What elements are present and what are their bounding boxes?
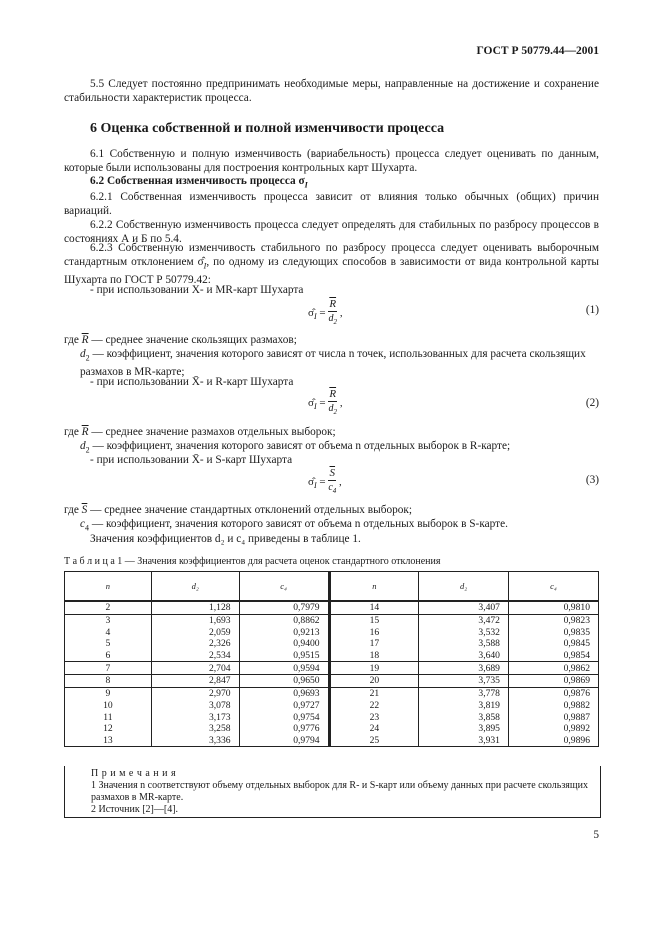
- table-cell: 22: [329, 700, 419, 712]
- table-cell: 25: [329, 735, 419, 747]
- table-cell: 0,9854: [508, 650, 598, 662]
- document-header: ГОСТ Р 50779.44—2001: [476, 45, 599, 57]
- table-cell: 10: [65, 700, 152, 712]
- equation-2-label: (2): [585, 397, 599, 409]
- subsection-6-2-title: 6.2 Собственная изменчивость процесса $\sigma_I$: [90, 175, 308, 190]
- definition-r-sample: где $\overline{R}$ — среднее значение размахов отдельных выборок;: [64, 426, 336, 438]
- table-cell: 24: [329, 723, 419, 735]
- paragraph-6-1: 6.1 Собственную и полную изменчивость (вариабельность) процесса следует оценивать по данным, которые были использованы для построения контрольных карт Шухарта.: [64, 148, 599, 174]
- table-cell: 2,704: [151, 662, 239, 675]
- table-cell: 3,895: [419, 723, 509, 735]
- table-cell: 2: [65, 601, 152, 614]
- table-cell: 3,689: [419, 662, 509, 675]
- table-cell: 2,326: [151, 638, 239, 650]
- table-row: [65, 638, 599, 650]
- paragraph-6-2-1: 6.2.1 Собственная изменчивость процесса зависит от влияния только обычных (общих) причин вариаций.: [64, 191, 599, 217]
- paragraph-6-2-3: 6.2.3 Собственную изменчивость стабильного по разбросу процесса следует оценивать выборочным стандартным отклонением $\sigmâ_I$, по одному из следующих способов в зависимости от вида контрольной карты Шухарта по ГОСТ Р 50779.42:: [64, 242, 599, 287]
- table-cell: 1,693: [151, 614, 239, 626]
- page-number: 5: [593, 829, 599, 841]
- table-cell: 0,9876: [508, 687, 598, 699]
- table-cell: 18: [329, 650, 419, 662]
- table-cell: 0,9823: [508, 614, 598, 626]
- header-n-right: n: [329, 572, 419, 602]
- table-cell: 3,472: [419, 614, 509, 626]
- table-cell: 23: [329, 711, 419, 723]
- table-cell: 15: [329, 614, 419, 626]
- table-cell: 7: [65, 662, 152, 675]
- table-row: [65, 735, 599, 747]
- table-cell: 3,336: [151, 735, 239, 747]
- table-cell: 0,9882: [508, 700, 598, 712]
- definition-c4: $c_4$ — коэффициент, значения которого зависят от объема n отдельных выборок в S-карте.: [80, 518, 508, 533]
- table-cell: 12: [65, 723, 152, 735]
- table-cell: 0,9400: [239, 638, 329, 650]
- table-cell: 13: [65, 735, 152, 747]
- equation-2: $\sigmâ_I$ = $\frac{\overline{R}}{d_2}$ ,: [308, 388, 343, 416]
- table-row: [65, 614, 599, 626]
- table-cell: 1,128: [151, 601, 239, 614]
- table-row: [65, 675, 599, 688]
- table-cell: 3,778: [419, 687, 509, 699]
- table-cell: 3,407: [419, 601, 509, 614]
- table-cell: 16: [329, 626, 419, 638]
- table-cell: 5: [65, 638, 152, 650]
- table-cell: 8: [65, 675, 152, 688]
- notes-title: П р и м е ч а н и я: [91, 768, 177, 779]
- table-cell: 14: [329, 601, 419, 614]
- table-cell: 2,847: [151, 675, 239, 688]
- table-row: [65, 650, 599, 662]
- table-cell: 0,9213: [239, 626, 329, 638]
- definition-d2-mr: $d_2$ — коэффициент, значения которого зависят от числа n точек, использованных для расчета скользящих размахов в MR-карте;: [80, 348, 586, 379]
- table-cell: 3: [65, 614, 152, 626]
- table-cell: 0,9887: [508, 711, 598, 723]
- table-cell: 3,858: [419, 711, 509, 723]
- table-cell: 0,9727: [239, 700, 329, 712]
- table-cell: 11: [65, 711, 152, 723]
- table-cell: 0,9794: [239, 735, 329, 747]
- table-row: [65, 626, 599, 638]
- header-c4-right: c₄: [508, 572, 598, 602]
- table-row: [65, 687, 599, 699]
- equation-3: $\sigmâ_I$ = $\frac{\overline{S}}{c_4}$ ,: [308, 467, 342, 495]
- table-notes: [64, 766, 601, 818]
- table-header-row: [65, 572, 599, 602]
- table-cell: 2,059: [151, 626, 239, 638]
- table-cell: 0,9776: [239, 723, 329, 735]
- table-cell: 0,9650: [239, 675, 329, 688]
- table-cell: 0,9892: [508, 723, 598, 735]
- table-cell: 0,9862: [508, 662, 598, 675]
- table-cell: 3,819: [419, 700, 509, 712]
- paragraph-6-2-2: 6.2.2 Собственную изменчивость процесса следует определять для стабильных по разбросу процессов в состояниях А и Б по 5.4.: [64, 219, 599, 245]
- header-c4-left: c₄: [239, 572, 329, 602]
- equation-3-label: (3): [585, 474, 599, 486]
- table-cell: 20: [329, 675, 419, 688]
- table-cell: 0,8862: [239, 614, 329, 626]
- table-cell: 9: [65, 687, 152, 699]
- table-row: [65, 723, 599, 735]
- table-cell: 3,078: [151, 700, 239, 712]
- table-cell: 4: [65, 626, 152, 638]
- note-1: 1 Значения n соответствуют объему отдельных выборок для R- и S-карт или объему данных при расчете скользящих размахов в MR-карте.: [91, 780, 588, 803]
- table-caption: Т а б л и ц а 1 — Значения коэффициентов для расчета оценок стандартного отклонения: [64, 556, 441, 567]
- table-cell: 3,931: [419, 735, 509, 747]
- case-xbar-r: - при использовании X̄- и R-карт Шухарта: [90, 376, 294, 388]
- table-cell: 3,640: [419, 650, 509, 662]
- table-cell: 0,9693: [239, 687, 329, 699]
- table-cell: 21: [329, 687, 419, 699]
- table-cell: 6: [65, 650, 152, 662]
- header-n-left: n: [65, 572, 152, 602]
- table-cell: 0,9896: [508, 735, 598, 747]
- table-cell: 0,9835: [508, 626, 598, 638]
- table-cell: 0,9810: [508, 601, 598, 614]
- table-cell: 0,9869: [508, 675, 598, 688]
- table-cell: 2,970: [151, 687, 239, 699]
- table-cell: 19: [329, 662, 419, 675]
- coefficients-table: [64, 571, 599, 747]
- table-cell: 0,9594: [239, 662, 329, 675]
- table-cell: 0,7979: [239, 601, 329, 614]
- section-6-title: 6 Оценка собственной и полной изменчивости процесса: [90, 121, 445, 136]
- coefficients-note: Значения коэффициентов d₂ и c₄ приведены в таблице 1.: [90, 533, 361, 545]
- table-cell: 0,9515: [239, 650, 329, 662]
- definition-d2-r: $d_2$ — коэффициент, значения которого зависят от объема n отдельных выборок в R-карте;: [80, 440, 511, 455]
- equation-1-label: (1): [585, 304, 599, 316]
- table-cell: 3,532: [419, 626, 509, 638]
- table-cell: 17: [329, 638, 419, 650]
- definition-r-moving: где $\overline{R}$ — среднее значение скользящих размахов;: [64, 334, 297, 346]
- note-2: 2 Источник [2]—[4].: [91, 804, 179, 815]
- paragraph-5-5: 5.5 Следует постоянно предпринимать необходимые меры, направленные на достижение и сохранение стабильности характеристик процесса.: [64, 78, 599, 104]
- header-d2-left: d₂: [151, 572, 239, 602]
- table-cell: 3,735: [419, 675, 509, 688]
- table-cell: 3,258: [151, 723, 239, 735]
- header-d2-right: d₂: [419, 572, 509, 602]
- table-cell: 3,588: [419, 638, 509, 650]
- table-row: [65, 711, 599, 723]
- equation-1: $\sigmâ_I$ = $\frac{\overline{R}}{d_2}$ ,: [308, 298, 343, 326]
- table-cell: 3,173: [151, 711, 239, 723]
- table-row: [65, 601, 599, 614]
- table-cell: 0,9845: [508, 638, 598, 650]
- table-cell: 0,9754: [239, 711, 329, 723]
- table-row: [65, 662, 599, 675]
- table-row: [65, 700, 599, 712]
- case-x-mr: - при использовании X- и MR-карт Шухарта: [90, 284, 304, 296]
- table-cell: 2,534: [151, 650, 239, 662]
- definition-s-mean: где $\overline{S}$ — среднее значение стандартных отклонений отдельных выборок;: [64, 504, 413, 516]
- case-xbar-s: - при использовании X̄- и S-карт Шухарта: [90, 454, 293, 466]
